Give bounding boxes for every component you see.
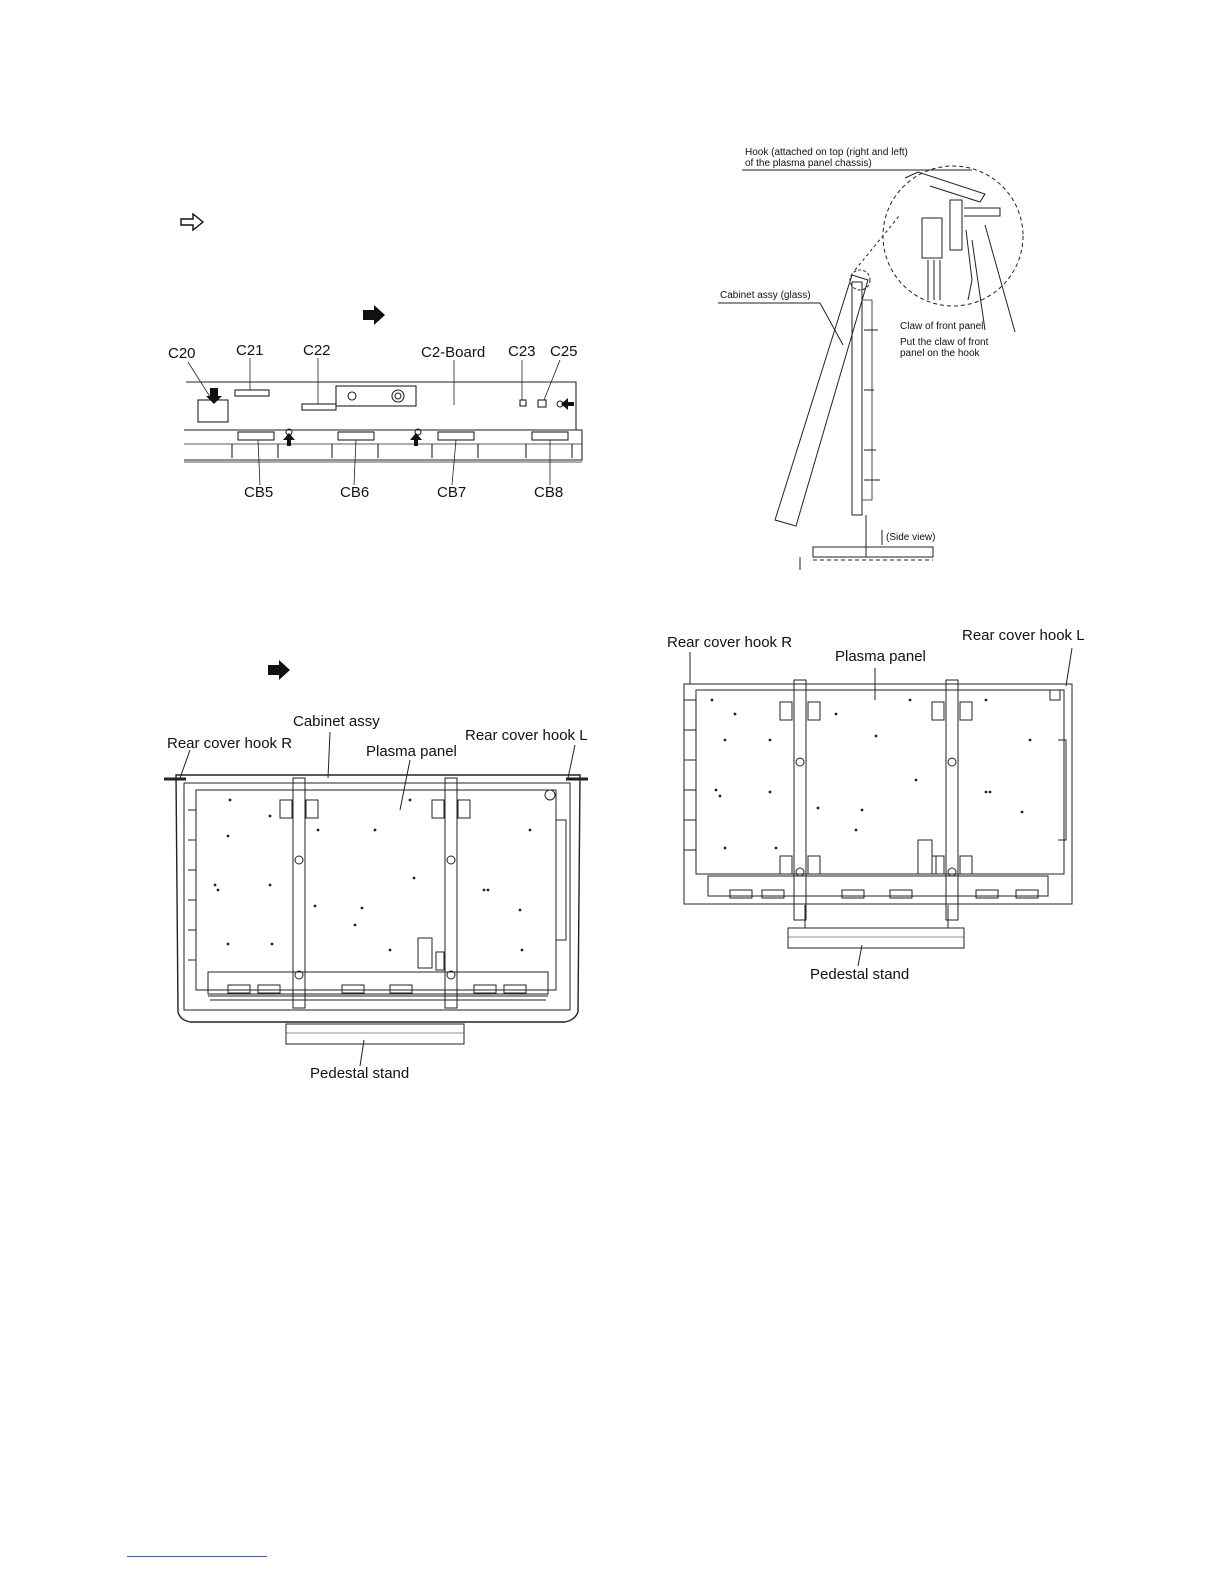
label-c25: C25 — [550, 343, 578, 360]
board-arrows — [206, 388, 574, 446]
footer-link-underline[interactable] — [127, 1556, 267, 1557]
label-cb6: CB6 — [340, 484, 370, 501]
label-put-claw: Put the claw of front panel on the hook — [900, 337, 989, 359]
label-pedestal-stand-2: Pedestal stand — [810, 966, 910, 983]
outline-right-arrow-icon — [181, 214, 203, 230]
label-rear-cover-hook-r-2: Rear cover hook R — [667, 634, 793, 651]
label-cb7: CB7 — [437, 484, 467, 501]
label-hook: Hook (attached on top (right and left) of the plasma panel chassis) — [745, 147, 908, 169]
label-c21: C21 — [236, 342, 264, 359]
label-pedestal-stand: Pedestal stand — [310, 1065, 410, 1082]
solid-right-arrow-icon — [268, 660, 290, 680]
label-rear-cover-hook-l: Rear cover hook L — [465, 727, 588, 744]
label-c20: C20 — [168, 345, 196, 362]
label-plasma-panel: Plasma panel — [366, 743, 457, 760]
label-side-view: (Side view) — [886, 532, 936, 543]
board-leader-lines — [188, 358, 560, 485]
label-cb8: CB8 — [534, 484, 564, 501]
label-cabinet-assy: Cabinet assy — [293, 713, 380, 730]
label-rear-cover-hook-l-2: Rear cover hook L — [962, 627, 1085, 644]
label-claw: Claw of front panel — [900, 321, 984, 332]
label-plasma-panel-2: Plasma panel — [835, 648, 926, 665]
label-cb5: CB5 — [244, 484, 274, 501]
c2-board-outline — [184, 382, 582, 462]
label-cabinet-glass: Cabinet assy (glass) — [720, 290, 811, 301]
solid-right-arrow-icon — [363, 305, 385, 325]
label-c22: C22 — [303, 342, 331, 359]
label-c2-board: C2-Board — [421, 344, 486, 361]
label-c23: C23 — [508, 343, 536, 360]
label-rear-cover-hook-r: Rear cover hook R — [167, 735, 293, 752]
